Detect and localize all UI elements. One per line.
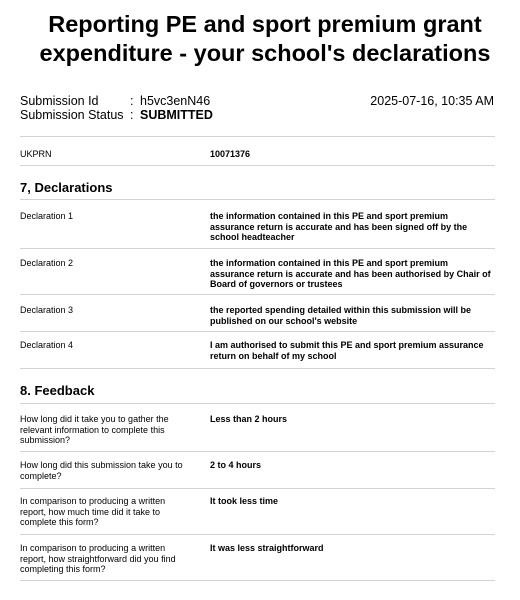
feedback-answer: Less than 2 hours bbox=[210, 414, 288, 424]
declaration-value: the reported spending detailed within this submission will be published on our school's website bbox=[210, 305, 472, 326]
divider bbox=[20, 534, 495, 535]
feedback-question: In comparison to producing a written report, how much time did it take to complete this form? bbox=[20, 496, 166, 527]
submission-id-line bbox=[20, 94, 210, 108]
submission-status-colon: : bbox=[130, 108, 134, 122]
feedback-answer: 2 to 4 hours bbox=[210, 460, 262, 470]
submission-id-value: h5vc3enN46 bbox=[140, 94, 211, 108]
divider bbox=[20, 294, 495, 295]
submission-id-label: Submission Id bbox=[20, 94, 99, 108]
submission-id-colon: : bbox=[130, 94, 134, 108]
divider bbox=[20, 136, 495, 137]
declaration-value: the information contained in this PE and sport premium assurance return is accurate and has been signed off by the school headteacher bbox=[210, 211, 468, 242]
declaration-label: Declaration 2 bbox=[20, 258, 74, 268]
submission-status-label: Submission Status bbox=[20, 108, 124, 122]
feedback-answer: It took less time bbox=[210, 496, 279, 506]
page-title: Reporting PE and sport premium grant expenditure - your school's declarations bbox=[39, 11, 491, 66]
feedback-question: How long did it take you to gather the relevant information to complete this submission? bbox=[20, 414, 169, 445]
divider bbox=[20, 368, 495, 369]
divider bbox=[20, 403, 495, 404]
declaration-value: I am authorised to submit this PE and sport premium assurance return on behalf of my school bbox=[210, 340, 484, 361]
submission-status-value: SUBMITTED bbox=[140, 108, 213, 122]
divider bbox=[20, 451, 495, 452]
declarations-heading: 7, Declarations bbox=[20, 180, 113, 195]
ukprn-value: 10071376 bbox=[210, 149, 251, 159]
declaration-label: Declaration 1 bbox=[20, 211, 74, 221]
feedback-question: In comparison to producing a written report, how straightforward did you find completing this form? bbox=[20, 543, 176, 574]
divider bbox=[20, 248, 495, 249]
divider bbox=[20, 580, 495, 581]
declaration-label: Declaration 3 bbox=[20, 305, 74, 315]
divider bbox=[20, 199, 495, 200]
submission-datetime: 2025-07-16, 10:35 AM bbox=[370, 94, 494, 108]
divider bbox=[20, 331, 495, 332]
feedback-question: How long did this submission take you to complete? bbox=[20, 460, 183, 481]
feedback-answer: It was less straightforward bbox=[210, 543, 324, 553]
declaration-value: the information contained in this PE and sport premium assurance return is accurate and has been authorised by Chair of Board of governors or trustees bbox=[210, 258, 491, 289]
declaration-label: Declaration 4 bbox=[20, 340, 74, 350]
submission-status-line bbox=[20, 108, 213, 122]
divider bbox=[20, 165, 495, 166]
ukprn-label: UKPRN bbox=[20, 149, 52, 159]
feedback-heading: 8. Feedback bbox=[20, 383, 95, 398]
divider bbox=[20, 488, 495, 489]
